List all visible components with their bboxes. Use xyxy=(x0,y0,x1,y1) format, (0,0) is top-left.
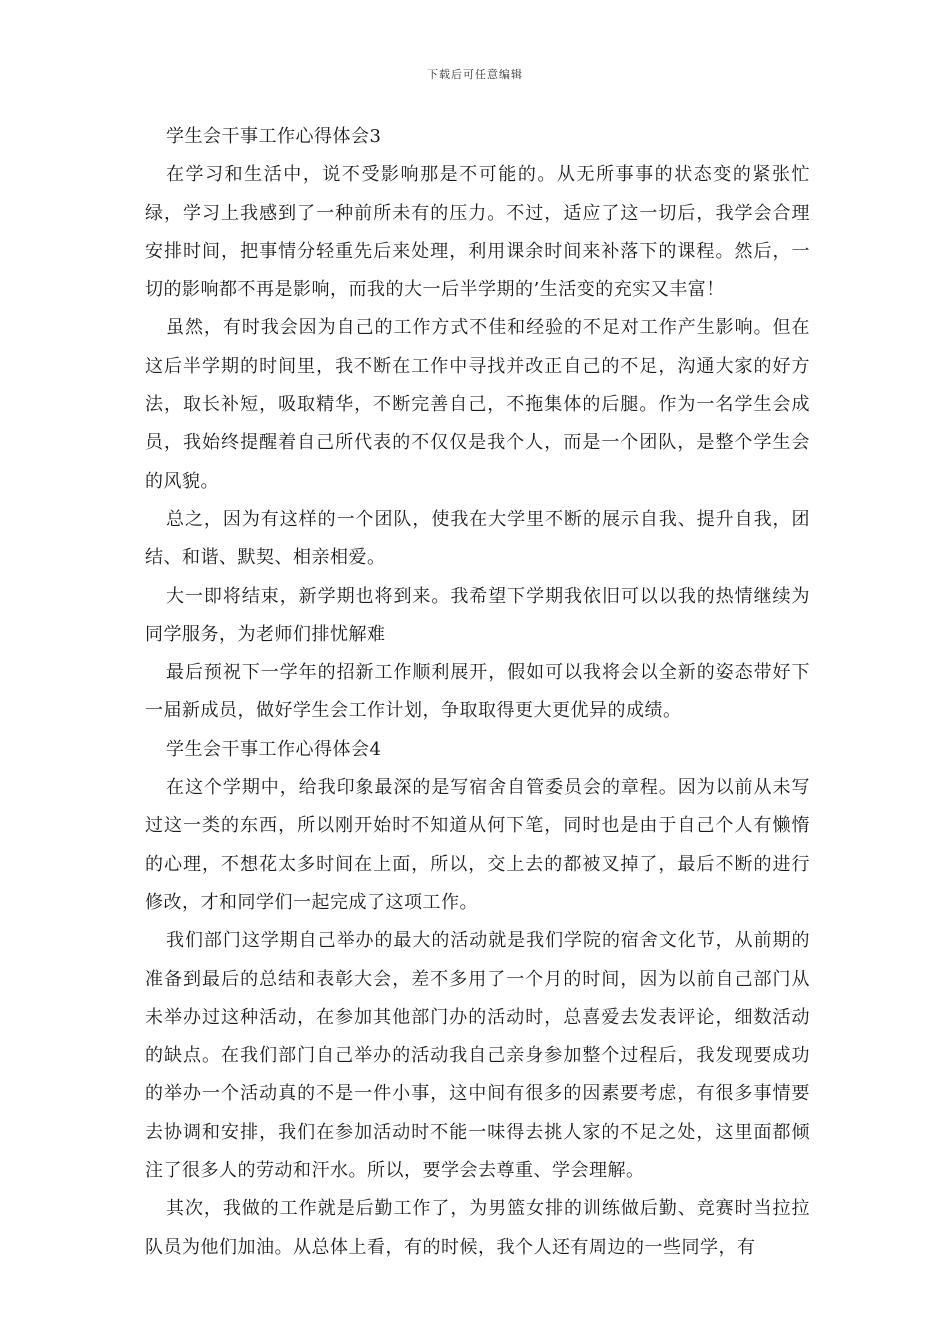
paragraph: 总之，因为有这样的一个团队，使我在大学里不断的展示自我、提升自我，团结、和谐、默契、相亲相爱。 xyxy=(145,508,810,569)
paragraph: 最后预祝下一学年的招新工作顺利展开，假如可以我将会以全新的姿态带好下一届新成员，做好学生会工作计划，争取取得更大更优异的成绩。 xyxy=(145,662,810,722)
page-header: 下载后可任意编辑 xyxy=(427,68,523,81)
document-body xyxy=(145,118,810,1267)
paragraph: 虽然，有时我会因为自己的工作方式不佳和经验的不足对工作产生影响。但在这后半学期的时间里，我不断在工作中寻找并改正自己的不足，沟通大家的好方法，取长补短，吸取精华，不断完善自己，不拖集体的后腿。作为一名学生会成员，我始终提醒着自己所代表的不仅仅是我个人，而是一个团队，是整个学生会的风貌。 xyxy=(145,317,810,492)
section-heading: 学生会干事工作心得体会3 xyxy=(166,126,382,147)
section-heading: 学生会干事工作心得体会4 xyxy=(166,738,382,760)
paragraph: 在这个学期中，给我印象最深的是写宿舍自管委员会的章程。因为以前从未写过这一类的东西，所以刚开始时不知道从何下笔，同时也是由于自己个人有懒惰的心理，不想花太多时间在上面，所以，交上去的都被叉掉了，最后不断的进行修改，才和同学们一起完成了这项工作。 xyxy=(145,777,810,913)
paragraph: 我们部门这学期自己举办的最大的活动就是我们学院的宿舍文化节，从前期的准备到最后的总结和表彰大会，差不多用了一个月的时间，因为以前自己部门从未举办过这种活动，在参加其他部门办的活动时，总喜爱去发表评论，细数活动的缺点。在我们部门自己举办的活动我自己亲身参加整个过程后，我发现要成功的举办一个活动真的不是一件小事，这中间有很多的因素要考虑，有很多事情要去协调和安排，我们在参加活动时不能一味得去挑人家的不足之处，这里面都倾注了很多人的劳动和汗水。所以，要学会去尊重、学会理解。 xyxy=(145,930,810,1182)
paragraph: 在学习和生活中，说不受影响那是不可能的。从无所事事的状态变的紧张忙绿，学习上我感到了一种前所未有的压力。不过，适应了这一切后，我学会合理安排时间，把事情分轻重先后来处理，利用课余时间来补落下的课程。然后，一切的影响都不再是影响，而我的大一后半学期的’生活变的充实又丰富！ xyxy=(145,164,810,301)
paragraph: 其次，我做的工作就是后勤工作了，为男篮女排的训练做后勤、竞赛时当拉拉队员为他们加油。从总体上看，有的时候，我个人还有周边的一些同学，有 xyxy=(145,1198,810,1258)
paragraph: 大一即将结束，新学期也将到来。我希望下学期我依旧可以以我的热情继续为同学服务，为老师们排忧解难 xyxy=(145,585,810,645)
